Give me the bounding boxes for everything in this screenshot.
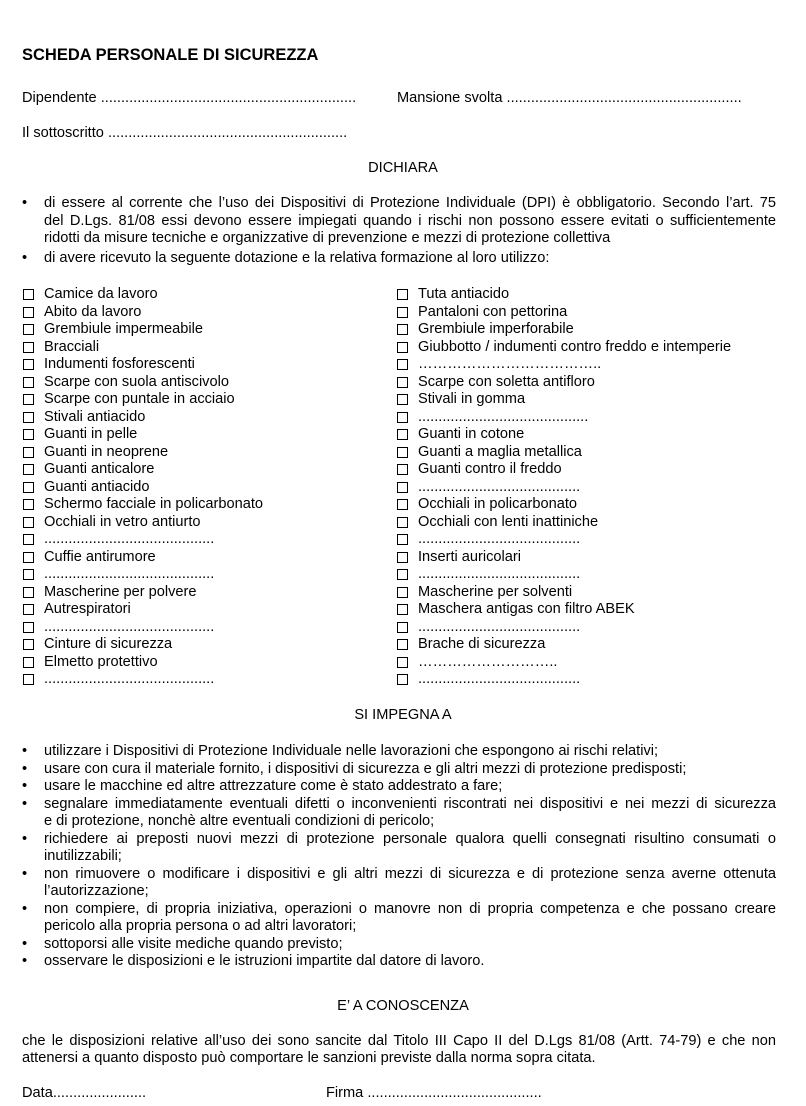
text-line: sottoporsi alle visite mediche quando previsto; xyxy=(44,935,343,952)
page-title: SCHEDA PERSONALE DI SICUREZZA xyxy=(22,46,319,64)
checkbox[interactable] xyxy=(23,657,34,668)
equipment-label: Guanti in pelle xyxy=(44,426,138,442)
text-line: inutilizzabili; xyxy=(44,848,122,864)
impegna-item xyxy=(22,796,776,831)
firma-field[interactable]: Firma ........................................... xyxy=(326,1085,542,1101)
text-line: di avere ricevuto la seguente dotazione e la relativa formazione al loro utilizzo: xyxy=(44,250,550,266)
equipment-label: Guanti anticalore xyxy=(44,461,155,477)
dipendente-field[interactable]: Dipendente ............................................................... xyxy=(22,90,357,106)
checkbox[interactable] xyxy=(397,307,408,318)
checkbox[interactable] xyxy=(23,359,34,370)
checkbox[interactable] xyxy=(397,552,408,563)
impegna-item xyxy=(22,936,776,954)
bullet-icon: • xyxy=(22,830,28,847)
checkbox[interactable] xyxy=(397,289,408,300)
checkbox[interactable] xyxy=(397,569,408,580)
conoscenza-heading: E’ A CONOSCENZA xyxy=(337,998,469,1014)
impegna-item xyxy=(22,778,776,796)
impegna-item xyxy=(22,743,776,761)
data-field[interactable]: Data....................... xyxy=(22,1085,147,1101)
checkbox[interactable] xyxy=(23,587,34,598)
impegna-text xyxy=(44,953,776,971)
checkbox[interactable] xyxy=(23,499,34,510)
checkbox[interactable] xyxy=(397,534,408,545)
equipment-label: Brache di sicurezza xyxy=(418,636,546,652)
conoscenza-line: che le disposizioni relative all’uso dei sono sancite dal Titolo III Capo II del D.Lgs 81/08 (Artt. 74-79) e che non xyxy=(22,1033,776,1049)
conoscenza-line: attenersi a quanto disposto può comportare le sanzioni previste dalla norma sopra citata. xyxy=(22,1050,596,1066)
equipment-label: .......................................... xyxy=(44,618,215,635)
checkbox[interactable] xyxy=(397,394,408,405)
checkbox[interactable] xyxy=(397,412,408,423)
impegna-text xyxy=(44,796,776,831)
equipment-label: Guanti antiacido xyxy=(44,478,150,495)
equipment-label: .......................................... xyxy=(418,408,589,425)
checkbox[interactable] xyxy=(397,674,408,685)
text-line: ridotti da misure tecniche e organizzative di prevenzione e mezzi di protezione collettiva xyxy=(44,230,611,246)
impegna-text xyxy=(44,778,776,796)
checkbox[interactable] xyxy=(23,482,34,493)
equipment-label: ........................................ xyxy=(418,531,581,547)
equipment-label: Camice da lavoro xyxy=(44,286,158,302)
equipment-label: Guanti contro il freddo xyxy=(418,461,562,477)
checkbox[interactable] xyxy=(23,394,34,405)
equipment-label: Autrespiratori xyxy=(44,601,131,617)
checkbox[interactable] xyxy=(397,324,408,335)
checkbox[interactable] xyxy=(23,447,34,458)
checkbox[interactable] xyxy=(23,412,34,423)
equipment-label: Scarpe con puntale in acciaio xyxy=(44,391,235,407)
impegna-item xyxy=(22,866,776,901)
bullet-icon: • xyxy=(22,865,28,882)
equipment-label: Giubbotto / indumenti contro freddo e intemperie xyxy=(418,338,732,355)
checkbox[interactable] xyxy=(23,307,34,318)
checkbox[interactable] xyxy=(397,429,408,440)
text-line: del D.Lgs. 81/08 essi devono essere impiegati quando i rischi non possono essere evitati o sufficientemente xyxy=(44,212,776,229)
dichiara-item-dpi xyxy=(22,195,776,249)
impegna-item xyxy=(22,901,776,936)
equipment-label: Cuffie antirumore xyxy=(44,548,156,565)
text-line: richiedere ai preposti nuovi mezzi di protezione personale qualora quelli consegnati risultino consumati o xyxy=(44,830,776,847)
equipment-label: Occhiali con lenti inattiniche xyxy=(418,513,599,530)
impegna-text xyxy=(44,901,776,936)
checkbox[interactable] xyxy=(23,552,34,563)
equipment-label: Stivali antiacido xyxy=(44,408,146,425)
equipment-label: Occhiali in vetro antiurto xyxy=(44,513,201,530)
checkbox[interactable] xyxy=(397,587,408,598)
impegna-item xyxy=(22,953,776,971)
bullet-icon: • xyxy=(22,195,28,211)
impegna-item xyxy=(22,761,776,779)
text-line: usare con cura il materiale fornito, i dispositivi di sicurezza e gli altri mezzi di protezione predisposti; xyxy=(44,760,687,777)
bullet-icon: • xyxy=(22,953,28,969)
impegna-item xyxy=(22,831,776,866)
impegna-heading: SI IMPEGNA A xyxy=(354,707,452,723)
text-line: non rimuovere o modificare i dispositivi e gli altri mezzi di sicurezza e di protezione senza averne ottenuta xyxy=(44,865,776,882)
checkbox[interactable] xyxy=(23,517,34,528)
equipment-label: Schermo facciale in policarbonato xyxy=(44,496,264,512)
checkbox[interactable] xyxy=(397,359,408,370)
impegna-text xyxy=(44,743,776,761)
equipment-label: Mascherine per polvere xyxy=(44,583,197,600)
equipment-label: Abito da lavoro xyxy=(44,303,142,320)
equipment-label: Grembiule impermeabile xyxy=(44,321,203,337)
sottoscritto-field[interactable]: Il sottoscritto ........................................................... xyxy=(22,125,348,141)
equipment-label: .......................................... xyxy=(44,566,215,582)
equipment-label: Guanti in neoprene xyxy=(44,443,169,460)
equipment-label: ........................................ xyxy=(418,618,581,635)
checkbox[interactable] xyxy=(397,482,408,493)
checkbox[interactable] xyxy=(23,464,34,475)
checkbox[interactable] xyxy=(397,622,408,633)
text-line: l’autorizzazione; xyxy=(44,883,149,899)
impegna-text xyxy=(44,866,776,901)
text-line: usare le macchine ed altre attrezzature come è stato addestrato a fare; xyxy=(44,778,503,794)
checkbox[interactable] xyxy=(23,377,34,388)
checkbox[interactable] xyxy=(397,447,408,458)
bullet-icon: • xyxy=(22,760,28,777)
equipment-label: ........................................ xyxy=(418,478,581,495)
equipment-label: ........................................ xyxy=(418,671,581,687)
equipment-label: ……………………………….. xyxy=(418,356,602,372)
checkbox[interactable] xyxy=(397,499,408,510)
equipment-label: Bracciali xyxy=(44,338,100,355)
checkbox[interactable] xyxy=(397,464,408,475)
dichiara-heading: DICHIARA xyxy=(368,160,438,176)
text-line: osservare le disposizioni e le istruzioni impartite dal datore di lavoro. xyxy=(44,953,485,969)
equipment-label: Inserti auricolari xyxy=(418,548,522,565)
equipment-label: Scarpe con soletta antifloro xyxy=(418,373,595,390)
equipment-label: Tuta antiacido xyxy=(418,286,510,302)
text-line: utilizzare i Dispositivi di Protezione Individuale nelle lavorazioni che espongono ai rischi relativi; xyxy=(44,743,659,759)
mansione-field[interactable]: Mansione svolta .......................................................... xyxy=(397,90,742,106)
checkbox[interactable] xyxy=(397,657,408,668)
equipment-label: ........................................ xyxy=(418,566,581,582)
bullet-icon: • xyxy=(22,778,28,794)
bullet-icon: • xyxy=(22,250,28,266)
equipment-label: .......................................... xyxy=(44,531,215,547)
checkbox[interactable] xyxy=(23,674,34,685)
checkbox[interactable] xyxy=(397,342,408,353)
checkbox[interactable] xyxy=(397,639,408,650)
bullet-icon: • xyxy=(22,935,28,952)
bullet-icon: • xyxy=(22,743,28,759)
text-line: di essere al corrente che l’uso dei Dispositivi di Protezione Individuale (DPI) è obbligatorio. Secondo l’art. 75 xyxy=(44,195,776,211)
equipment-label: Mascherine per solventi xyxy=(418,583,573,600)
equipment-label: Occhiali in policarbonato xyxy=(418,496,577,512)
checkbox[interactable] xyxy=(23,604,34,615)
equipment-label: Cinture di sicurezza xyxy=(44,636,173,652)
equipment-label: Indumenti fosforescenti xyxy=(44,356,195,372)
equipment-label: Guanti in cotone xyxy=(418,426,525,442)
checkbox[interactable] xyxy=(23,639,34,650)
impegna-text xyxy=(44,831,776,866)
equipment-label: Grembiule imperforabile xyxy=(418,321,574,337)
checkbox[interactable] xyxy=(23,324,34,335)
bullet-icon: • xyxy=(22,900,28,917)
checkbox[interactable] xyxy=(23,289,34,300)
equipment-label: Maschera antigas con filtro ABEK xyxy=(418,601,635,617)
equipment-label: .......................................... xyxy=(44,671,215,687)
text-line: e di protezione, nonchè altre eventuali condizioni di pericolo; xyxy=(44,813,435,829)
equipment-label: Stivali in gomma xyxy=(418,391,526,407)
equipment-label: Scarpe con suola antiscivolo xyxy=(44,373,229,390)
impegna-text xyxy=(44,761,776,779)
checkbox[interactable] xyxy=(23,342,34,353)
impegna-text xyxy=(44,936,776,954)
dichiara-item-dotazione xyxy=(22,250,776,268)
text-line: segnalare immediatamente eventuali difetti o inconvenienti riscontrati nei dispositivi e nei mezzi di sicurezza xyxy=(44,795,776,812)
checkbox[interactable] xyxy=(23,534,34,545)
checkbox[interactable] xyxy=(23,622,34,633)
checkbox[interactable] xyxy=(23,429,34,440)
text-line: pericolo alla propria persona o ad altri lavoratori; xyxy=(44,918,357,934)
dichiara-line xyxy=(44,195,776,248)
equipment-label: Elmetto protettivo xyxy=(44,653,158,670)
checkbox[interactable] xyxy=(397,377,408,388)
checkbox[interactable] xyxy=(397,604,408,615)
text-line: non compiere, di propria iniziativa, operazioni o manovre non di propria competenza e che possano creare xyxy=(44,900,776,917)
checkbox[interactable] xyxy=(23,569,34,580)
equipment-label: Pantaloni con pettorina xyxy=(418,303,568,320)
bullet-icon: • xyxy=(22,795,28,812)
equipment-label: ……………………….. xyxy=(418,653,558,670)
checkbox[interactable] xyxy=(397,517,408,528)
equipment-label: Guanti a maglia metallica xyxy=(418,443,582,460)
